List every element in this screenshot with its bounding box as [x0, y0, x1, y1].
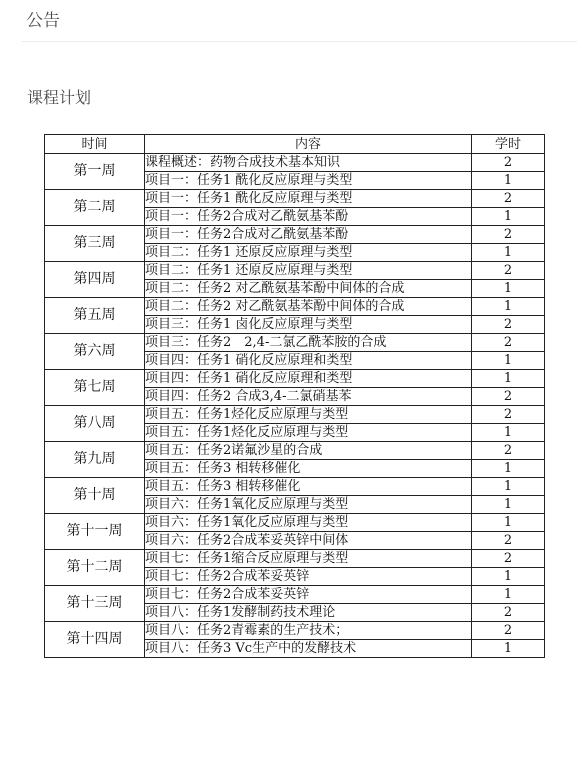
week-cell: 第五周	[45, 298, 145, 334]
hours-cell: 1	[472, 208, 545, 226]
content-cell: 项目一：任务1 酰化反应原理与类型	[145, 190, 472, 208]
content-cell: 项目五：任务2诺氟沙星的合成	[145, 442, 472, 460]
content-cell: 项目六：任务1氧化反应原理与类型	[145, 514, 472, 532]
week-cell: 第十四周	[45, 622, 145, 658]
content-cell: 课程概述：药物合成技术基本知识	[145, 154, 472, 172]
course-plan-table	[44, 134, 545, 658]
week-cell: 第三周	[45, 226, 145, 262]
week-cell: 第十二周	[45, 550, 145, 586]
hours-cell: 1	[472, 640, 545, 658]
content-cell: 项目七：任务2合成苯妥英锌	[145, 586, 472, 604]
hours-cell: 2	[472, 442, 545, 460]
table-row	[45, 442, 545, 460]
table-row	[45, 622, 545, 640]
content-cell: 项目四：任务1 硝化反应原理和类型	[145, 352, 472, 370]
content-cell: 项目五：任务1烃化反应原理与类型	[145, 424, 472, 442]
table-row	[45, 262, 545, 280]
table-row	[45, 478, 545, 496]
content-cell: 项目七：任务2合成苯妥英锌	[145, 568, 472, 586]
hours-cell: 2	[472, 226, 545, 244]
hours-cell: 2	[472, 316, 545, 334]
week-cell: 第六周	[45, 334, 145, 370]
table-row	[45, 154, 545, 172]
week-cell: 第八周	[45, 406, 145, 442]
hours-cell: 2	[472, 622, 545, 640]
week-cell: 第十三周	[45, 586, 145, 622]
content-cell: 项目七：任务1缩合反应原理与类型	[145, 550, 472, 568]
content-cell: 项目八：任务2青霉素的生产技术；	[145, 622, 472, 640]
course-plan-title: 课程计划	[27, 88, 92, 107]
table-row	[45, 550, 545, 568]
table-row	[45, 514, 545, 532]
hours-cell: 1	[472, 586, 545, 604]
content-cell: 项目五：任务3 相转移催化	[145, 460, 472, 478]
content-cell: 项目一：任务2合成对乙酰氨基苯酚	[145, 208, 472, 226]
table-row	[45, 298, 545, 316]
week-cell: 第十周	[45, 478, 145, 514]
content-cell: 项目五：任务3 相转移催化	[145, 478, 472, 496]
hours-cell: 2	[472, 190, 545, 208]
hours-cell: 1	[472, 568, 545, 586]
content-cell: 项目六：任务2合成苯妥英锌中间体	[145, 532, 472, 550]
table-row	[45, 226, 545, 244]
week-cell: 第二周	[45, 190, 145, 226]
content-cell: 项目二：任务1 还原反应原理与类型	[145, 244, 472, 262]
hours-cell: 2	[472, 388, 545, 406]
hours-cell: 2	[472, 154, 545, 172]
hours-cell: 2	[472, 532, 545, 550]
section-divider	[22, 41, 577, 42]
hours-cell: 1	[472, 424, 545, 442]
hours-cell: 1	[472, 352, 545, 370]
content-cell: 项目三：任务1 卤化反应原理与类型	[145, 316, 472, 334]
hours-cell: 1	[472, 244, 545, 262]
header-time: 时间	[45, 135, 145, 154]
content-cell: 项目四：任务2 合成3,4-二氯硝基苯	[145, 388, 472, 406]
hours-cell: 2	[472, 604, 545, 622]
week-cell: 第十一周	[45, 514, 145, 550]
content-cell: 项目一：任务1 酰化反应原理与类型	[145, 172, 472, 190]
hours-cell: 1	[472, 298, 545, 316]
content-cell: 项目五：任务1烃化反应原理与类型	[145, 406, 472, 424]
table-row	[45, 334, 545, 352]
header-content: 内容	[145, 135, 472, 154]
content-cell: 项目二：任务2 对乙酰氨基苯酚中间体的合成	[145, 298, 472, 316]
content-cell: 项目三：任务2 2,4-二氯乙酰苯胺的合成	[145, 334, 472, 352]
table-row	[45, 190, 545, 208]
content-cell: 项目六：任务1氧化反应原理与类型	[145, 496, 472, 514]
hours-cell: 1	[472, 478, 545, 496]
hours-cell: 1	[472, 514, 545, 532]
hours-cell: 1	[472, 496, 545, 514]
table-header-row	[45, 135, 545, 154]
week-cell: 第九周	[45, 442, 145, 478]
week-cell: 第四周	[45, 262, 145, 298]
announcement-heading: 公告	[26, 11, 60, 31]
hours-cell: 1	[472, 370, 545, 388]
table-row	[45, 406, 545, 424]
content-cell: 项目八：任务1发酵制药技术理论	[145, 604, 472, 622]
content-cell: 项目一：任务2合成对乙酰氨基苯酚	[145, 226, 472, 244]
hours-cell: 2	[472, 334, 545, 352]
hours-cell: 2	[472, 406, 545, 424]
content-cell: 项目二：任务2 对乙酰氨基苯酚中间体的合成	[145, 280, 472, 298]
hours-cell: 2	[472, 262, 545, 280]
table-row	[45, 370, 545, 388]
content-cell: 项目二：任务1 还原反应原理与类型	[145, 262, 472, 280]
hours-cell: 2	[472, 550, 545, 568]
table-body	[45, 154, 545, 658]
table-row	[45, 586, 545, 604]
header-hours: 学时	[472, 135, 545, 154]
content-cell: 项目八：任务3 Vc生产中的发酵技术	[145, 640, 472, 658]
hours-cell: 1	[472, 172, 545, 190]
week-cell: 第七周	[45, 370, 145, 406]
week-cell: 第一周	[45, 154, 145, 190]
content-cell: 项目四：任务1 硝化反应原理和类型	[145, 370, 472, 388]
hours-cell: 1	[472, 280, 545, 298]
hours-cell: 1	[472, 460, 545, 478]
